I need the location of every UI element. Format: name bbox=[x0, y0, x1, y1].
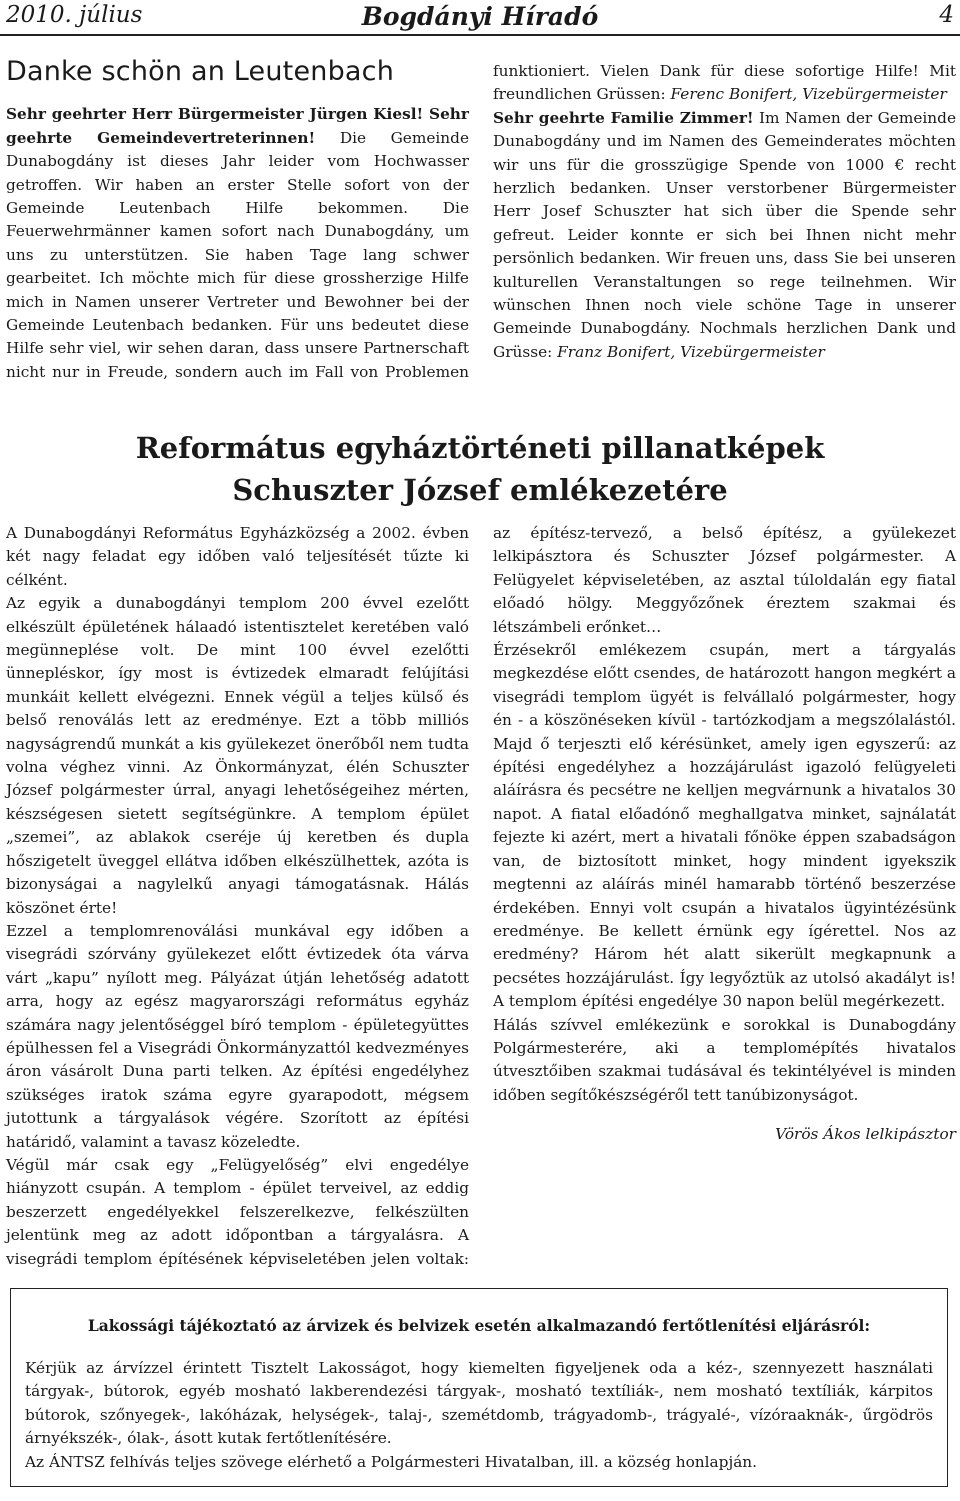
reformatus-paragraph-4: Végül már csak egy „Felügyelőség” elvi engedélye hiányzott csupán. A templom - épület terveivel, az eddig beszerzett engedélyekkel felszerelkezve, felkészülten jelentünk meg az adott időpontban a tárgyalásra. A visegrádi templom építésének képviseletében jelen voltak: az építész-tervező, a belső építész, a gyülekezet lelkipásztora és Schuszter József polgármester. A Felügyelet képviseletében, az asztal túloldalán egy fiatal előadó hölgy. Meggyőzőnek éreztem szakmai és létszámbeli erőnket… bbox=[6, 524, 956, 1268]
notice-box bbox=[10, 1288, 948, 1487]
notice-paragraph-1: Kérjük az árvízzel érintett Tisztelt Lakosságot, hogy kiemelten figyeljenek oda a kéz-, szennyezett használati tárgyak-, bútorok, egyéb mosható lakberendezési tárgyak-, mosható textíliák-, nem mosható textíliák, kárpitos bútorok, szőnyegek-, lakóházak, helységek-, talaj-, szemétdomb, trágyadomb-, trágyalé-, vízóraaknák-, űrgödrös árnyékszék-, ólak-, ásott kutak fertőtlenítésére. bbox=[25, 1359, 933, 1448]
reformatus-paragraph-3: Ezzel a templomrenoválási munkával egy időben a visegrádi szórvány gyülekezet előtt évtizedek óta várva várt „kapu” nyílott meg. Pályázat útján lehetőség adatott arra, hogy az egész magyarországi református egyház számára nagy jelentőséggel bíró templom - épületegyüttes épülhessen fel a Visegrádi Önkormányzattól kedvezményes áron vásárolt Duna parti telken. Az építési engedélyhez szükséges iratok száma egyre gyarapodott, mégsem jutottunk a tárgyalások végére. Szorított az építési határidő, valamint a tavasz közeledte. bbox=[6, 921, 469, 1151]
danke-signature-1: Ferenc Bonifert, Vizebürgermeister bbox=[670, 85, 947, 104]
danke-signature-2: Franz Bonifert, Vizebürgermeister bbox=[557, 342, 825, 361]
zimmer-body bbox=[493, 107, 956, 364]
page-header bbox=[0, 0, 960, 36]
zimmer-salutation: Sehr geehrte Familie Zimmer! bbox=[493, 108, 754, 127]
reformatus-paragraph-5: Érzésekről emlékezem csupán, mert a tárgyalás megkezdése előtt csendes, de határozott hangon megkért a visegrádi templom ügyét is felvállaló polgármester, hogy én - a köszönéseken kívül - tartózkodjam a megszólalástól. Majd ő terjeszti elő kérésünket, amely igen egyszerű: az építési engedélyhez a hozzájárulást igazoló felügyeleti aláírásra és pecsétre ne kelljen megvárnunk a hivatalos 30 napot. A fiatal előadónő meghallgatva minket, sajnálatát fejezte ki azért, mert a hivatali főnöke éppen szabadságon van, de biztosított minket, hogy mindent igyekszik megtenni az aláírás minél hamarabb történő beszerzése érdekében. Ennyi volt csupán a hivatalos ügyintézésünk eredménye. Be kellett érnünk egy ígérettel. Nos az eredmény? Három hét alatt sikerült megkapnunk a pecsétes hozzájárulást. Így legyőztük az utolsó akadályt is! A templom építési engedélye 30 napon belül megérkezett. bbox=[493, 641, 956, 1011]
issue-date: 2010. július bbox=[6, 2, 143, 28]
reformatus-title-2: Schuszter József emlékezetére bbox=[232, 473, 728, 507]
notice-text bbox=[25, 1357, 933, 1474]
notice-paragraph-2: Az ÁNTSZ felhívás teljes szövege elérhető a Polgármesteri Hivatalban, ill. a község honlapján. bbox=[25, 1452, 758, 1471]
page-number: 4 bbox=[939, 2, 954, 28]
danke-salutation: Sehr geehrter Herr Bürgermeister Jürgen Kiesl! Sehr geehrte Gemeindevertreterinnen! bbox=[6, 105, 469, 147]
notice-title: Lakossági tájékoztató az árvizek és belvizek esetén alkalmazandó fertőtlenítési eljárásról: bbox=[87, 1316, 871, 1335]
reformatus-paragraph-2: Az egyik a dunabogdányi templom 200 évvel ezelőtt elkészült épületének hálaadó istentisztelet keretében való megünneplése volt. De mint 100 évvel ezelőtti ünnepléskor, így most is évtizedek elmaradt felújítási munkáit kellett elvégezni. Ennek végül a teljes külső és belső renoválás lett az eredménye. Ezt a több milliós nagyságrendű munkát a kis gyülekezet önerőből nem tudta volna véghez vinni. Az Önkormányzat, élén Schuszter József polgármester úrral, anyagi lehetőségeihez mérten, készségesen sietett segítségünkre. A templom épület „szemei”, az ablakok cseréje új keretben és dupla hőszigetelt üveggel ellátva időben elkészülhettek, azóta is bizonyságai a nagylelkű anyagi támogatásnak. Hálás köszönet érte! bbox=[6, 594, 469, 917]
danke-text: Die Gemeinde Dunabogdány ist dieses Jahr leider vom Hochwasser getroffen. Wir haben an erster Stelle sofort von der Gemeinde Leutenbach Hilfe bekommen. Die Feuerwehrmänner kamen sofort nach Dunabogdány, um uns zu unterstützen. Sie haben Tage lang schwer gearbeitet. Ich möchte mich für diese grossherzige Hilfe mich in Namen unserer Vertreter und Bewohner bei der Gemeinde Leutenbach bedanken. Für uns bedeutet diese Hilfe sehr viel, wir sehen daran, dass unsere Partnerschaft nicht nur in Freude, sondern auch im Fall von Problemen funktioniert. Vielen Dank für diese sofortige Hilfe! Mit freundlichen Grüssen: bbox=[6, 62, 956, 381]
danke-title: Danke schön an Leutenbach bbox=[6, 56, 395, 87]
danke-article bbox=[6, 56, 956, 415]
reformatus-author: Vörös Ákos lelkipásztor bbox=[775, 1125, 956, 1144]
zimmer-text: Im Namen der Gemeinde Dunabogdány und im Namen des Gemeinderates möchten wir uns für die grosszügige Spende von 1000 € recht herzlich bedanken. Unser verstorbener Bürgermeister Herr Josef Schuszter hat sich über die Spende sehr gefreut. Leider konnte er sich bei Ihnen nicht mehr persönlich bedanken. Wir freuen uns, dass Sie bei unseren kulturellen Veranstaltungen so rege teilnehmen. Wir wünschen Ihnen noch viele schöne Tage in unserer Gemeinde Dunabogdány. Nochmals herzlichen Dank und Grüsse: bbox=[493, 108, 956, 361]
reformatus-paragraph-6: Hálás szívvel emlékezünk e sorokkal is Dunabogdány Polgármesterére, aki a templomépítés hivatalos útvesztőiben szakmai tudásával és tekintélyével is minden időben segítőkészségéről tett tanúbizonyságot. bbox=[493, 1015, 956, 1104]
reformatus-title-1: Református egyháztörténeti pillanatképek bbox=[135, 431, 825, 465]
reformatus-paragraph-1: A Dunabogdányi Református Egyházközség a 2002. évben két nagy feladat egy időben való teljesítését tűzte ki célként. bbox=[6, 524, 469, 589]
newspaper-title: Bogdányi Híradó bbox=[361, 2, 599, 31]
reformatus-article bbox=[6, 522, 956, 1272]
